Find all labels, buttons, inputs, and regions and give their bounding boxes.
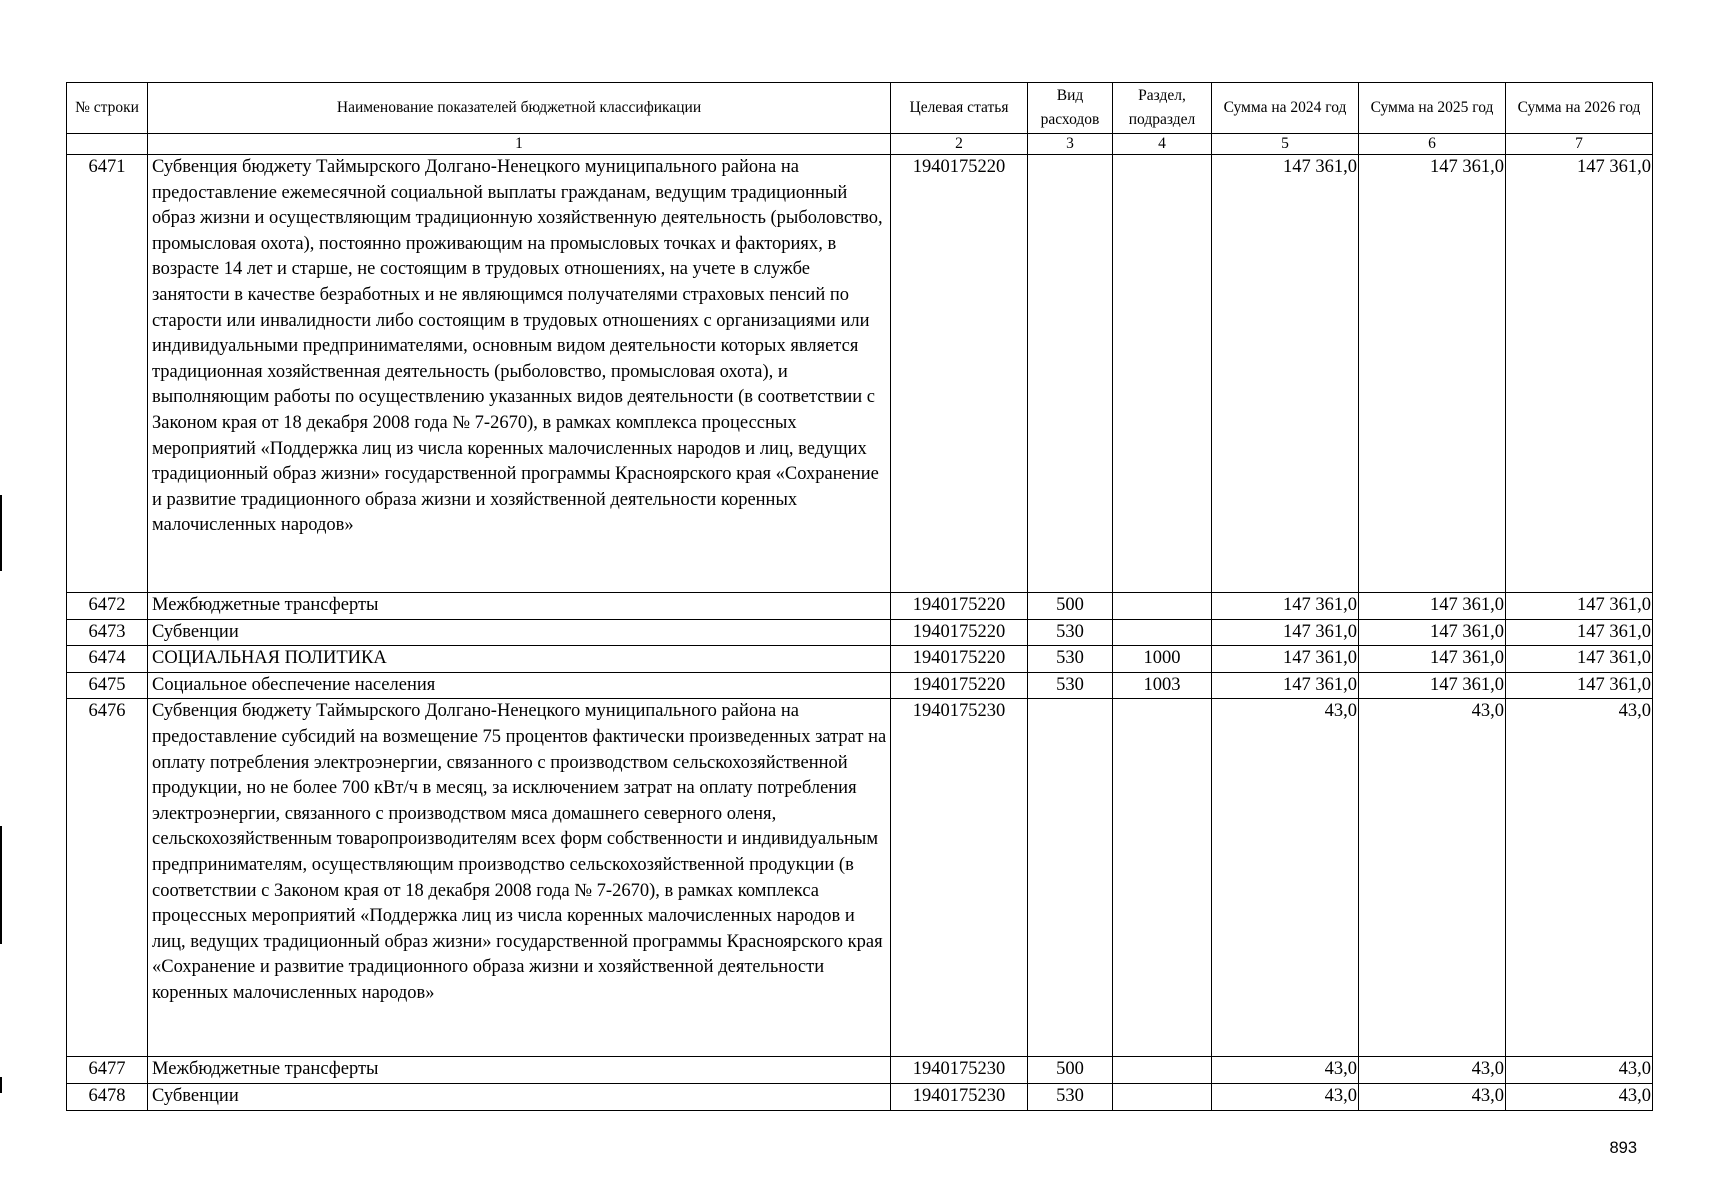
sum-2026: 147 361,0 bbox=[1506, 619, 1653, 646]
sum-2025: 147 361,0 bbox=[1359, 646, 1506, 673]
row-number: 6478 bbox=[67, 1083, 148, 1110]
expense-type: 530 bbox=[1028, 672, 1113, 699]
table-header-row bbox=[67, 83, 1653, 134]
row-number: 6476 bbox=[67, 699, 148, 1057]
column-number: 1 bbox=[148, 134, 891, 155]
sum-2025: 43,0 bbox=[1359, 1057, 1506, 1084]
column-number: 5 bbox=[1212, 134, 1359, 155]
indicator-name: Субвенция бюджету Таймырского Долгано-Ненецкого муниципального района на предоставление субсидий на возмещение 75 процентов фактически произведенных затрат на оплату потребления электроэнергии, связанного с производством сельскохозяйственной продукции, но не более 700 кВт/ч в месяц, за исключением затрат на оплату потребления электроэнергии, связанного с производством мяса домашнего северного оленя, сельскохозяйственным товаропроизводителям всех форм собственности и индивидуальным предпринимателям, осуществляющим производство сельскохозяйственной продукции (в соответствии с Законом края от 18 декабря 2008 года № 7-2670), в рамках комплекса процессных мероприятий «Поддержка лиц из числа коренных малочисленных народов и лиц, ведущих традиционный образ жизни» государственной программы Красноярского края «Сохранение и развитие традиционного образа жизни и хозяйственной деятельности коренных малочисленных народов» bbox=[148, 699, 891, 1057]
scan-edge-mark bbox=[0, 1077, 2, 1093]
sum-2024: 43,0 bbox=[1212, 699, 1359, 1057]
expense-type: 530 bbox=[1028, 619, 1113, 646]
column-number: 2 bbox=[891, 134, 1028, 155]
row-number: 6475 bbox=[67, 672, 148, 699]
table-row bbox=[67, 155, 1653, 593]
section-code: 1003 bbox=[1113, 672, 1212, 699]
row-number: 6471 bbox=[67, 155, 148, 593]
target-article-code: 1940175230 bbox=[891, 1057, 1028, 1084]
table-row bbox=[67, 672, 1653, 699]
sum-2026: 43,0 bbox=[1506, 1057, 1653, 1084]
row-number: 6477 bbox=[67, 1057, 148, 1084]
sum-2024: 43,0 bbox=[1212, 1083, 1359, 1110]
sum-2026: 147 361,0 bbox=[1506, 593, 1653, 620]
sum-2024: 147 361,0 bbox=[1212, 593, 1359, 620]
sum-2026: 147 361,0 bbox=[1506, 155, 1653, 593]
sum-2024: 147 361,0 bbox=[1212, 155, 1359, 593]
target-article-code: 1940175220 bbox=[891, 646, 1028, 673]
sum-2026: 43,0 bbox=[1506, 699, 1653, 1057]
target-article-code: 1940175220 bbox=[891, 619, 1028, 646]
table-row bbox=[67, 1083, 1653, 1110]
indicator-name: Субвенция бюджету Таймырского Долгано-Ненецкого муниципального района на предоставление ежемесячной социальной выплаты гражданам, ведущим традиционный образ жизни и осуществляющим традиционную хозяйственную деятельность (рыболовство, промысловая охота), постоянно проживающим на промысловых точках и факториях, в возрасте 14 лет и старше, не состоящим в трудовых отношениях, на учете в службе занятости в качестве безработных и не являющимся получателями страховых пенсий по старости или инвалидности либо состоящим в трудовых отношениях с организациями или индивидуальными предпринимателями, основным видом деятельности которых является традиционная хозяйственная деятельность (рыболовство, промысловая охота), и выполняющим работы по осуществлению указанных видов деятельности (в соответствии с Законом края от 18 декабря 2008 года № 7-2670), в рамках комплекса процессных мероприятий «Поддержка лиц из числа коренных малочисленных народов и лиц, ведущих традиционный образ жизни» государственной программы Красноярского края «Сохранение и развитие традиционного образа жизни и хозяйственной деятельности коренных малочисленных народов» bbox=[148, 155, 891, 593]
column-number bbox=[67, 134, 148, 155]
sum-2025: 43,0 bbox=[1359, 699, 1506, 1057]
column-number: 4 bbox=[1113, 134, 1212, 155]
expense-type: 530 bbox=[1028, 1083, 1113, 1110]
header-sum-2026: Сумма на 2026 год bbox=[1506, 83, 1653, 134]
expense-type bbox=[1028, 699, 1113, 1057]
sum-2024: 147 361,0 bbox=[1212, 672, 1359, 699]
header-sum-2024: Сумма на 2024 год bbox=[1212, 83, 1359, 134]
header-sum-2025: Сумма на 2025 год bbox=[1359, 83, 1506, 134]
column-number-row bbox=[67, 134, 1653, 155]
column-number: 3 bbox=[1028, 134, 1113, 155]
row-number: 6474 bbox=[67, 646, 148, 673]
budget-table bbox=[66, 82, 1653, 1111]
indicator-name: Межбюджетные трансферты bbox=[148, 593, 891, 620]
section-code bbox=[1113, 1083, 1212, 1110]
table-row bbox=[67, 593, 1653, 620]
expense-type bbox=[1028, 155, 1113, 593]
row-number: 6472 bbox=[67, 593, 148, 620]
target-article-code: 1940175230 bbox=[891, 1083, 1028, 1110]
sum-2024: 43,0 bbox=[1212, 1057, 1359, 1084]
header-section: Раздел, подраздел bbox=[1113, 83, 1212, 134]
indicator-name: Межбюджетные трансферты bbox=[148, 1057, 891, 1084]
header-target-article: Целевая статья bbox=[891, 83, 1028, 134]
scan-edge-mark bbox=[0, 826, 2, 944]
sum-2026: 147 361,0 bbox=[1506, 672, 1653, 699]
header-expense-type: Вид расходов bbox=[1028, 83, 1113, 134]
indicator-name: Социальное обеспечение населения bbox=[148, 672, 891, 699]
page-number: 893 bbox=[1609, 1139, 1637, 1157]
section-code bbox=[1113, 593, 1212, 620]
column-number: 6 bbox=[1359, 134, 1506, 155]
target-article-code: 1940175230 bbox=[891, 699, 1028, 1057]
target-article-code: 1940175220 bbox=[891, 155, 1028, 593]
sum-2025: 147 361,0 bbox=[1359, 155, 1506, 593]
expense-type: 500 bbox=[1028, 593, 1113, 620]
column-number: 7 bbox=[1506, 134, 1653, 155]
section-code: 1000 bbox=[1113, 646, 1212, 673]
header-row-number: № строки bbox=[67, 83, 148, 134]
section-code bbox=[1113, 1057, 1212, 1084]
header-indicator-name: Наименование показателей бюджетной классификации bbox=[148, 83, 891, 134]
expense-type: 500 bbox=[1028, 1057, 1113, 1084]
sum-2024: 147 361,0 bbox=[1212, 646, 1359, 673]
indicator-name: Субвенции bbox=[148, 619, 891, 646]
sum-2026: 43,0 bbox=[1506, 1083, 1653, 1110]
sum-2025: 43,0 bbox=[1359, 1083, 1506, 1110]
table-row bbox=[67, 619, 1653, 646]
table-row bbox=[67, 646, 1653, 673]
scan-edge-mark bbox=[0, 495, 2, 571]
table-row bbox=[67, 1057, 1653, 1084]
expense-type: 530 bbox=[1028, 646, 1113, 673]
sum-2025: 147 361,0 bbox=[1359, 672, 1506, 699]
section-code bbox=[1113, 155, 1212, 593]
sum-2024: 147 361,0 bbox=[1212, 619, 1359, 646]
indicator-name: Субвенции bbox=[148, 1083, 891, 1110]
indicator-name: СОЦИАЛЬНАЯ ПОЛИТИКА bbox=[148, 646, 891, 673]
target-article-code: 1940175220 bbox=[891, 593, 1028, 620]
row-number: 6473 bbox=[67, 619, 148, 646]
target-article-code: 1940175220 bbox=[891, 672, 1028, 699]
sum-2026: 147 361,0 bbox=[1506, 646, 1653, 673]
sum-2025: 147 361,0 bbox=[1359, 593, 1506, 620]
table-row bbox=[67, 699, 1653, 1057]
sum-2025: 147 361,0 bbox=[1359, 619, 1506, 646]
section-code bbox=[1113, 619, 1212, 646]
section-code bbox=[1113, 699, 1212, 1057]
